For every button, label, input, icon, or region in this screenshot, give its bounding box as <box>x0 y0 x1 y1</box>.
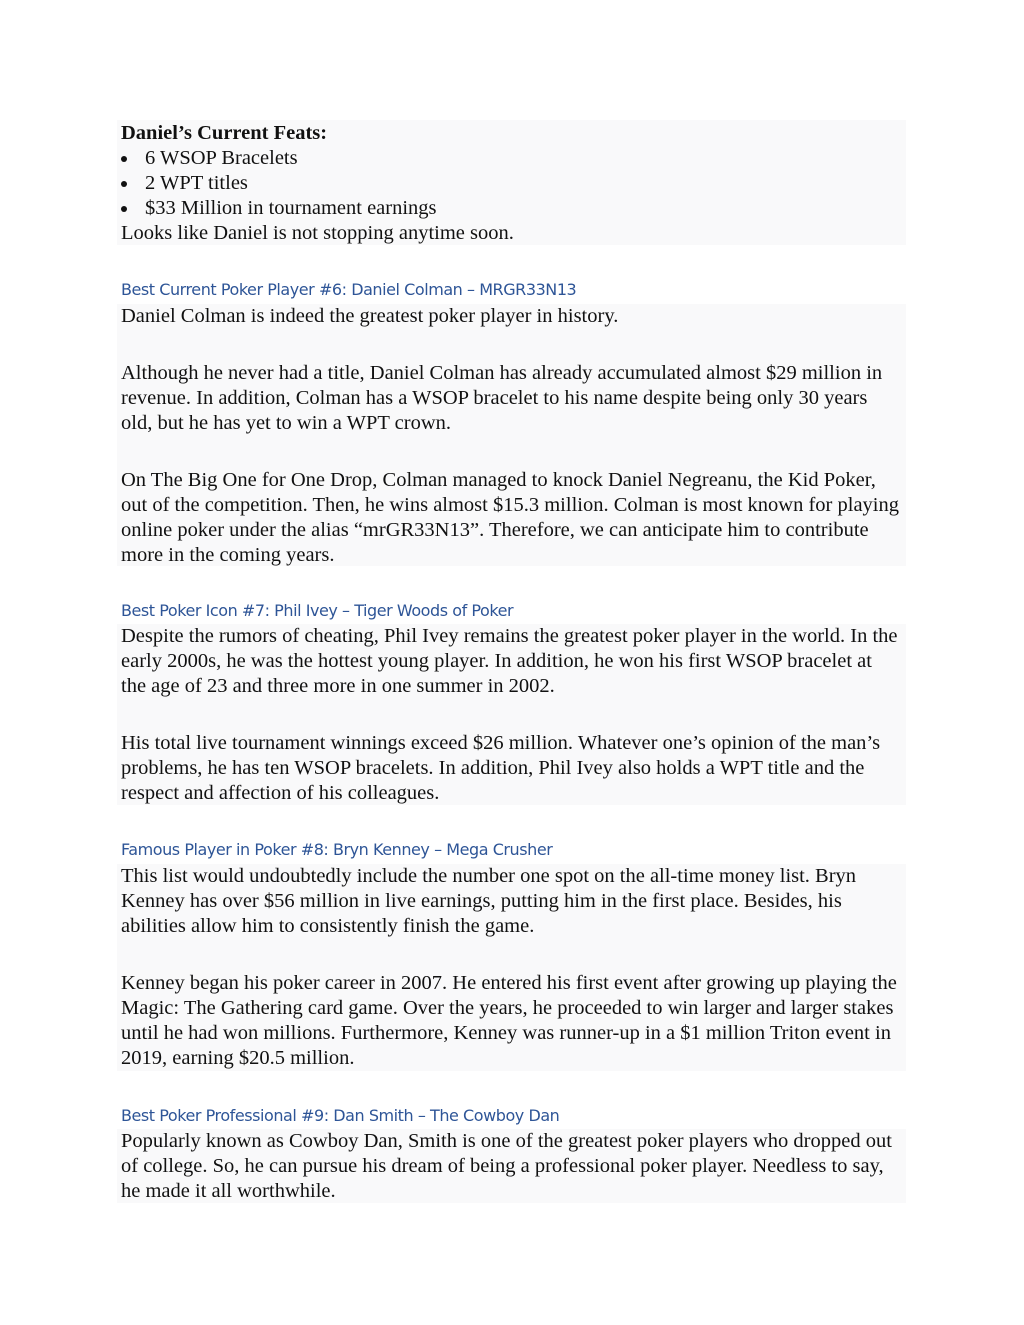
feats-block <box>117 120 906 245</box>
section-heading-8: Famous Player in Poker #8: Bryn Kenney – Mega Crusher <box>121 840 553 859</box>
paragraph: This list would undoubtedly include the number one spot on the all-time money list. Bryn Kenney has over $56 million in live earnings, putting him in the first place. Besides, his abilities allow him to consistently finish the game. <box>121 865 857 937</box>
paragraph: On The Big One for One Drop, Colman managed to knock Daniel Negreanu, the Kid Poker, out of the competition. Then, he wins almost $15.3 million. Colman is most known for playing online poker under the alias “mrGR33N13”. Therefore, we can anticipate him to contribute more in the coming years. <box>121 469 899 566</box>
section-heading-6: Best Current Poker Player #6: Daniel Colman – MRGR33N13 <box>121 280 577 299</box>
feats-title: Daniel’s Current Feats: <box>121 122 328 144</box>
section-body-8 <box>117 864 906 1071</box>
feats-list <box>121 146 902 221</box>
bullet-icon <box>121 206 127 212</box>
paragraph: Despite the rumors of cheating, Phil Ivey remains the greatest poker player in the world. In the early 2000s, he was the hottest young player. In addition, he won his first WSOP bracelet at the age of 23 and three more in one summer in 2002. <box>121 625 898 697</box>
section-body-9 <box>117 1129 906 1203</box>
section-body-6 <box>117 304 906 566</box>
section-body-7 <box>117 624 906 805</box>
bullet-icon <box>121 156 127 162</box>
paragraph: Kenney began his poker career in 2007. He entered his first event after growing up playing the Magic: The Gathering card game. Over the years, he proceeded to win larger and larger stakes until he had won millions. Furthermore, Kenney was runner-up in a $1 million Triton event in 2019, earning $20.5 million. <box>121 972 897 1069</box>
paragraph: Popularly known as Cowboy Dan, Smith is one of the greatest poker players who dropped out of college. So, he can pursue his dream of being a professional poker player. Needless to say, he made it all worthwhile. <box>121 1130 892 1202</box>
paragraph: Daniel Colman is indeed the greatest poker player in history. <box>121 305 619 327</box>
bullet-icon <box>121 181 127 187</box>
list-item: $33 Million in tournament earnings <box>121 196 902 221</box>
paragraph: Although he never had a title, Daniel Colman has already accumulated almost $29 million in revenue. In addition, Colman has a WSOP bracelet to his name despite being only 30 years old, but he has yet to win a WPT crown. <box>121 362 883 434</box>
section-heading-7: Best Poker Icon #7: Phil Ivey – Tiger Woods of Poker <box>121 601 514 620</box>
list-item: 2 WPT titles <box>121 171 902 196</box>
section-heading-9: Best Poker Professional #9: Dan Smith – The Cowboy Dan <box>121 1106 560 1125</box>
feats-closing: Looks like Daniel is not stopping anytime soon. <box>121 222 514 244</box>
paragraph: His total live tournament winnings exceed $26 million. Whatever one’s opinion of the man’s problems, he has ten WSOP bracelets. In addition, Phil Ivey also holds a WPT title and the respect and affection of his colleagues. <box>121 732 881 804</box>
list-item: 6 WSOP Bracelets <box>121 146 902 171</box>
